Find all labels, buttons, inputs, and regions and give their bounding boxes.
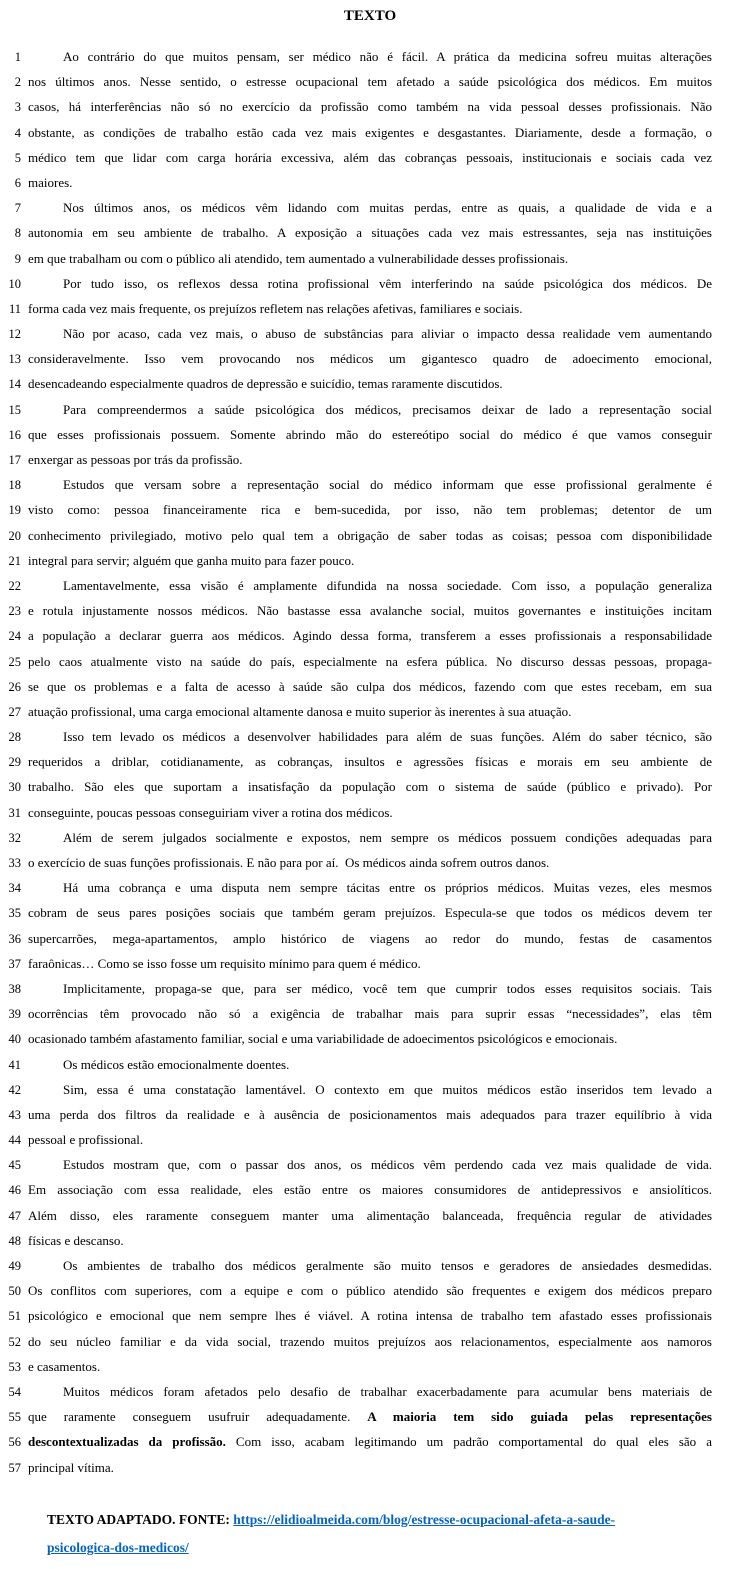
line-text: Ao contrário do que muitos pensam, ser médico não é fácil. A prática da medicina sofreu muitas alterações — [63, 49, 712, 64]
text-line — [0, 195, 731, 220]
line-text: Isso tem levado os médicos a desenvolver habilidades para além de suas funções. Além do saber técnico, são — [63, 729, 712, 745]
line-text: em que trabalham ou com o público ali atendido, tem aumentado a vulnerabilidade desses profissionais. — [28, 250, 569, 266]
line-number: 14 — [8, 377, 21, 392]
line-text: físicas e descanso. — [28, 1232, 124, 1248]
line-text: supercarrões, mega-apartamentos, amplo histórico de viagens ao redor do mundo, festas de casamentos — [28, 930, 712, 946]
line-number: 47 — [8, 1208, 21, 1223]
line-text: uma perda dos filtros da realidade e à ausência de posicionamentos mais adequados para trazer equilíbrio à vida — [28, 1106, 712, 1122]
text-line — [0, 1102, 731, 1127]
line-number: 31 — [8, 805, 21, 820]
text-line — [0, 900, 731, 925]
text-line — [0, 472, 731, 497]
source-link-line2: psicologica-dos-medicos/ — [47, 1539, 189, 1555]
text-line — [0, 649, 731, 674]
source-label: TEXTO ADAPTADO. FONTE: — [47, 1511, 230, 1527]
text-line — [0, 674, 731, 699]
line-number: 41 — [8, 1057, 21, 1072]
line-text: obstante, as condições de trabalho estão cada vez mais exigentes e desgastantes. Diariamente, desde a formação, o — [28, 124, 712, 140]
line-text: do seu núcleo familiar e da vida social, trazendo muitos prejuízos aos relacionamentos, especialmente aos namoros — [28, 1333, 712, 1349]
line-text: visto como: pessoa financeiramente rica e bem-sucedida, por isso, não tem problemas; detentor de um — [28, 502, 712, 518]
line-text: Além disso, eles raramente conseguem manter uma alimentação balanceada, frequência regular de atividades — [28, 1207, 712, 1223]
line-text: psicológico e emocional que nem sempre lhes é viável. A rotina intensa de trabalho tem afastado esses profissionais — [28, 1308, 712, 1324]
text-line — [0, 497, 731, 522]
text-line — [0, 623, 731, 648]
line-number: 52 — [8, 1334, 21, 1349]
line-number: 48 — [8, 1233, 21, 1248]
text-line — [0, 548, 731, 573]
text-line — [0, 371, 731, 396]
text-line — [0, 523, 731, 548]
text-line — [0, 1303, 731, 1328]
text-line — [0, 598, 731, 623]
line-text: autonomia em seu ambiente de trabalho. A exposição a situações cada vez mais estressantes, seja nas instituições — [28, 225, 712, 241]
text-line — [0, 875, 731, 900]
text-line — [0, 1052, 731, 1077]
line-number: 32 — [8, 830, 21, 845]
line-number: 2 — [14, 75, 21, 90]
line-text: trabalho. São eles que suportam a insatisfação da população com o sistema de saúde (público e privado). Por — [28, 779, 712, 795]
line-number: 51 — [8, 1309, 21, 1324]
line-number: 27 — [8, 704, 21, 719]
line-number: 7 — [14, 201, 21, 216]
line-text: Implicitamente, propaga-se que, para ser médico, você tem que cumprir todos esses requisitos sociais. Tais — [63, 980, 712, 996]
line-text: principal vítima. — [28, 1459, 114, 1475]
line-number: 44 — [8, 1133, 21, 1148]
line-text: Sim, essa é uma constatação lamentável. O contexto em que muitos médicos estão inseridos tem levado a — [63, 1081, 712, 1097]
line-text: Além de serem julgados socialmente e expostos, nem sempre os médicos possuem condições adequadas para — [63, 829, 712, 845]
text-line — [0, 94, 731, 119]
line-number: 35 — [8, 906, 21, 921]
text-line — [0, 951, 731, 976]
line-text: conseguinte, poucas pessoas conseguiriam viver a rotina dos médicos. — [28, 804, 393, 820]
text-line — [0, 976, 731, 1001]
line-number: 21 — [8, 553, 21, 568]
line-number: 12 — [8, 327, 21, 342]
line-text: conhecimento privilegiado, motivo pelo qual tem a obrigação de saber todas as coisas; pessoa com disponibilidade — [28, 527, 712, 543]
text-line — [0, 926, 731, 951]
line-text: Por tudo isso, os reflexos dessa rotina profissional vêm interferindo na saúde psicológica dos médicos. De — [63, 275, 712, 291]
line-text: Estudos que versam sobre a representação social do médico informam que esse profissional geralmente é — [63, 477, 712, 493]
line-text: e rotula injustamente nossos médicos. Não bastasse essa avalanche social, muitos governantes e instituições incitam — [28, 603, 712, 619]
line-number: 20 — [8, 528, 21, 543]
line-number: 11 — [8, 301, 21, 316]
line-number: 10 — [8, 276, 21, 291]
line-number: 9 — [14, 251, 21, 266]
text-line — [0, 346, 731, 371]
line-text: Para compreendermos a saúde psicológica dos médicos, precisamos deixar de lado a representação social — [63, 401, 712, 417]
text-line — [0, 573, 731, 598]
line-text: enxergar as pessoas por trás da profissão. — [28, 452, 243, 467]
line-text: cobram de seus pares posições sociais que também geram prejuízos. Especula-se que todos os médicos devem ter — [28, 905, 712, 921]
line-number: 42 — [8, 1082, 21, 1097]
text-line — [0, 1455, 731, 1480]
line-number: 13 — [8, 352, 21, 367]
line-text: descontextualizadas da profissão. Com isso, acabam legitimando um padrão comportamental do qual eles são a — [28, 1434, 712, 1450]
text-line — [0, 699, 731, 724]
line-text: Nos últimos anos, os médicos vêm lidando com muitas perdas, entre as quais, a qualidade de vida e a — [63, 200, 712, 216]
text-line — [0, 800, 731, 825]
line-text: Os ambientes de trabalho dos médicos geralmente são muito tensos e geradores de ansiedades desmedidas. — [63, 1258, 712, 1273]
line-text: Os conflitos com superiores, com a equipe e com o público atendido são frequentes e exigem dos médicos preparo — [28, 1283, 712, 1299]
text-line — [0, 1026, 731, 1051]
line-text: Não por acaso, cada vez mais, o abuso de substâncias para aliviar o impacto dessa realidade vem aumentando — [63, 326, 712, 342]
line-number: 50 — [8, 1284, 21, 1299]
line-text: que raramente conseguem usufruir adequadamente. A maioria tem sido guiada pelas representações — [28, 1409, 712, 1425]
line-text: Estudos mostram que, com o passar dos anos, os médicos vêm perdendo cada vez mais qualidade de vida. — [63, 1157, 712, 1173]
line-text: Os médicos estão emocionalmente doentes. — [63, 1056, 290, 1072]
text-line — [0, 321, 731, 346]
text-line — [0, 1203, 731, 1228]
source-link-line1: https://elidioalmeida.com/blog/estresse-ocupacional-afeta-a-saude- — [233, 1511, 616, 1527]
text-lines — [0, 44, 731, 1480]
line-text: e casamentos. — [28, 1358, 101, 1374]
line-number: 53 — [8, 1359, 21, 1374]
line-number: 24 — [8, 629, 21, 644]
line-text: maiores. — [28, 174, 73, 190]
text-line — [0, 1001, 731, 1026]
line-number: 39 — [8, 1007, 21, 1022]
text-line — [0, 1077, 731, 1102]
line-text: se que os problemas e a falta de acesso à saúde são culpa dos médicos, fazendo com que estes recebam, em sua — [28, 678, 712, 694]
line-text: faraônicas… Como se isso fosse um requisito mínimo para quem é médico. — [28, 955, 421, 971]
line-number: 40 — [8, 1032, 21, 1047]
line-number: 22 — [8, 578, 21, 593]
line-text: Lamentavelmente, essa visão é amplamente difundida na nossa sociedade. Com isso, a população generaliza — [63, 577, 712, 593]
line-number: 26 — [8, 679, 21, 694]
line-number: 23 — [8, 604, 21, 619]
text-line — [0, 120, 731, 145]
text-line — [0, 1354, 731, 1379]
text-line — [0, 145, 731, 170]
text-line — [0, 220, 731, 245]
line-text: ocasionado também afastamento familiar, social e uma variabilidade de adoecimentos psicológicos e emocionais. — [28, 1031, 618, 1047]
line-number: 3 — [14, 100, 21, 115]
text-line — [0, 69, 731, 94]
text-line — [0, 850, 731, 875]
line-number: 34 — [8, 881, 21, 896]
text-line — [0, 170, 731, 195]
text-line — [0, 724, 731, 749]
line-text: requeridos a driblar, cotidianamente, as cobranças, insultos e agressões físicas e morais em seu ambiente de — [28, 754, 712, 770]
line-number: 33 — [8, 856, 21, 870]
line-number: 28 — [8, 730, 21, 745]
line-number: 56 — [8, 1435, 21, 1450]
text-line — [0, 749, 731, 774]
line-text: Há uma cobrança e uma disputa nem sempre tácitas entre os próprios médicos. Muitas vezes, eles mesmos — [63, 880, 712, 896]
line-text: desencadeando especialmente quadros de depressão e suicídio, temas raramente discutidos. — [28, 376, 503, 392]
line-number: 36 — [8, 931, 21, 946]
line-text: Muitos médicos foram afetados pelo desafio de trabalhar exacerbadamente para acumular bens materiais de — [63, 1383, 712, 1399]
text-line — [0, 1228, 731, 1253]
line-number: 37 — [8, 956, 21, 971]
line-text: atuação profissional, uma carga emocional altamente danosa e muito superior às inerentes à sua atuação. — [28, 703, 572, 719]
line-number: 15 — [8, 402, 21, 417]
page-title: TEXTO — [343, 8, 397, 24]
text-line — [0, 1127, 731, 1152]
line-text: o exercício de suas funções profissionais. E não para por aí. Os médicos ainda sofrem outros danos. — [28, 855, 550, 870]
line-number: 25 — [8, 654, 21, 669]
text-line — [0, 296, 731, 321]
line-number: 38 — [8, 981, 21, 996]
line-number: 29 — [8, 755, 21, 770]
line-text: a população a declarar guerra aos médicos. Agindo dessa forma, transferem a esses profissionais a responsabilidade — [28, 628, 712, 644]
line-text: que esses profissionais possuem. Somente abrindo mão do estereótipo social do médico é que vamos conseguir — [28, 426, 712, 442]
text-line — [0, 1253, 731, 1278]
text-line — [0, 271, 731, 296]
line-text: casos, há interferências não só no exercício da profissão como também na vida pessoal desses profissionais. Não — [28, 99, 712, 115]
line-number: 18 — [8, 478, 21, 493]
line-text: médico tem que lidar com carga horária excessiva, além das cobranças pessoais, institucionais e sociais cada vez — [28, 149, 712, 165]
line-text: pelo caos atualmente visto na saúde do país, especialmente na esfera pública. No discurso dessas pessoas, propaga- — [28, 653, 712, 669]
text-line — [0, 397, 731, 422]
line-number: 55 — [8, 1410, 21, 1425]
line-number: 1 — [14, 50, 21, 64]
line-number: 17 — [8, 453, 21, 467]
text-line — [0, 1404, 731, 1429]
text-line — [0, 447, 731, 472]
line-number: 54 — [8, 1384, 21, 1399]
text-line — [0, 1278, 731, 1303]
line-number: 49 — [8, 1259, 21, 1273]
line-number: 8 — [14, 226, 21, 241]
line-number: 46 — [8, 1183, 21, 1198]
line-text: nos últimos anos. Nesse sentido, o estresse ocupacional tem afetado a saúde psicológica dos médicos. Em muitos — [28, 74, 712, 90]
text-line — [0, 774, 731, 799]
text-line — [0, 44, 731, 69]
line-number: 43 — [8, 1107, 21, 1122]
text-line — [0, 1152, 731, 1177]
text-line — [0, 246, 731, 271]
line-text: forma cada vez mais frequente, os prejuízos refletem nas relações afetivas, familiares e sociais. — [28, 300, 523, 316]
line-number: 19 — [8, 503, 21, 518]
text-line — [0, 825, 731, 850]
text-line — [0, 1429, 731, 1454]
line-text: ocorrências têm provocado não só a exigência de trabalhar mais para suprir essas “necessidades”, elas têm — [28, 1006, 712, 1022]
line-text: Em associação com essa realidade, eles estão entre os maiores consumidores de antidepressivos e ansiolíticos. — [28, 1182, 712, 1198]
line-number: 45 — [8, 1158, 21, 1173]
line-number: 4 — [14, 125, 21, 140]
text-line — [0, 1379, 731, 1404]
source-note — [47, 1506, 707, 1562]
line-number: 57 — [8, 1460, 21, 1475]
text-line — [0, 422, 731, 447]
line-number: 30 — [8, 780, 21, 795]
line-text: integral para servir; alguém que ganha muito para fazer pouco. — [28, 552, 355, 568]
text-line — [0, 1177, 731, 1202]
text-line — [0, 1329, 731, 1354]
line-number: 6 — [14, 175, 21, 190]
line-number: 5 — [14, 150, 21, 165]
line-number: 16 — [8, 427, 21, 442]
line-text: consideravelmente. Isso vem provocando nos médicos um gigantesco quadro de adoecimento emocional, — [28, 351, 712, 367]
line-text: pessoal e profissional. — [28, 1132, 144, 1148]
